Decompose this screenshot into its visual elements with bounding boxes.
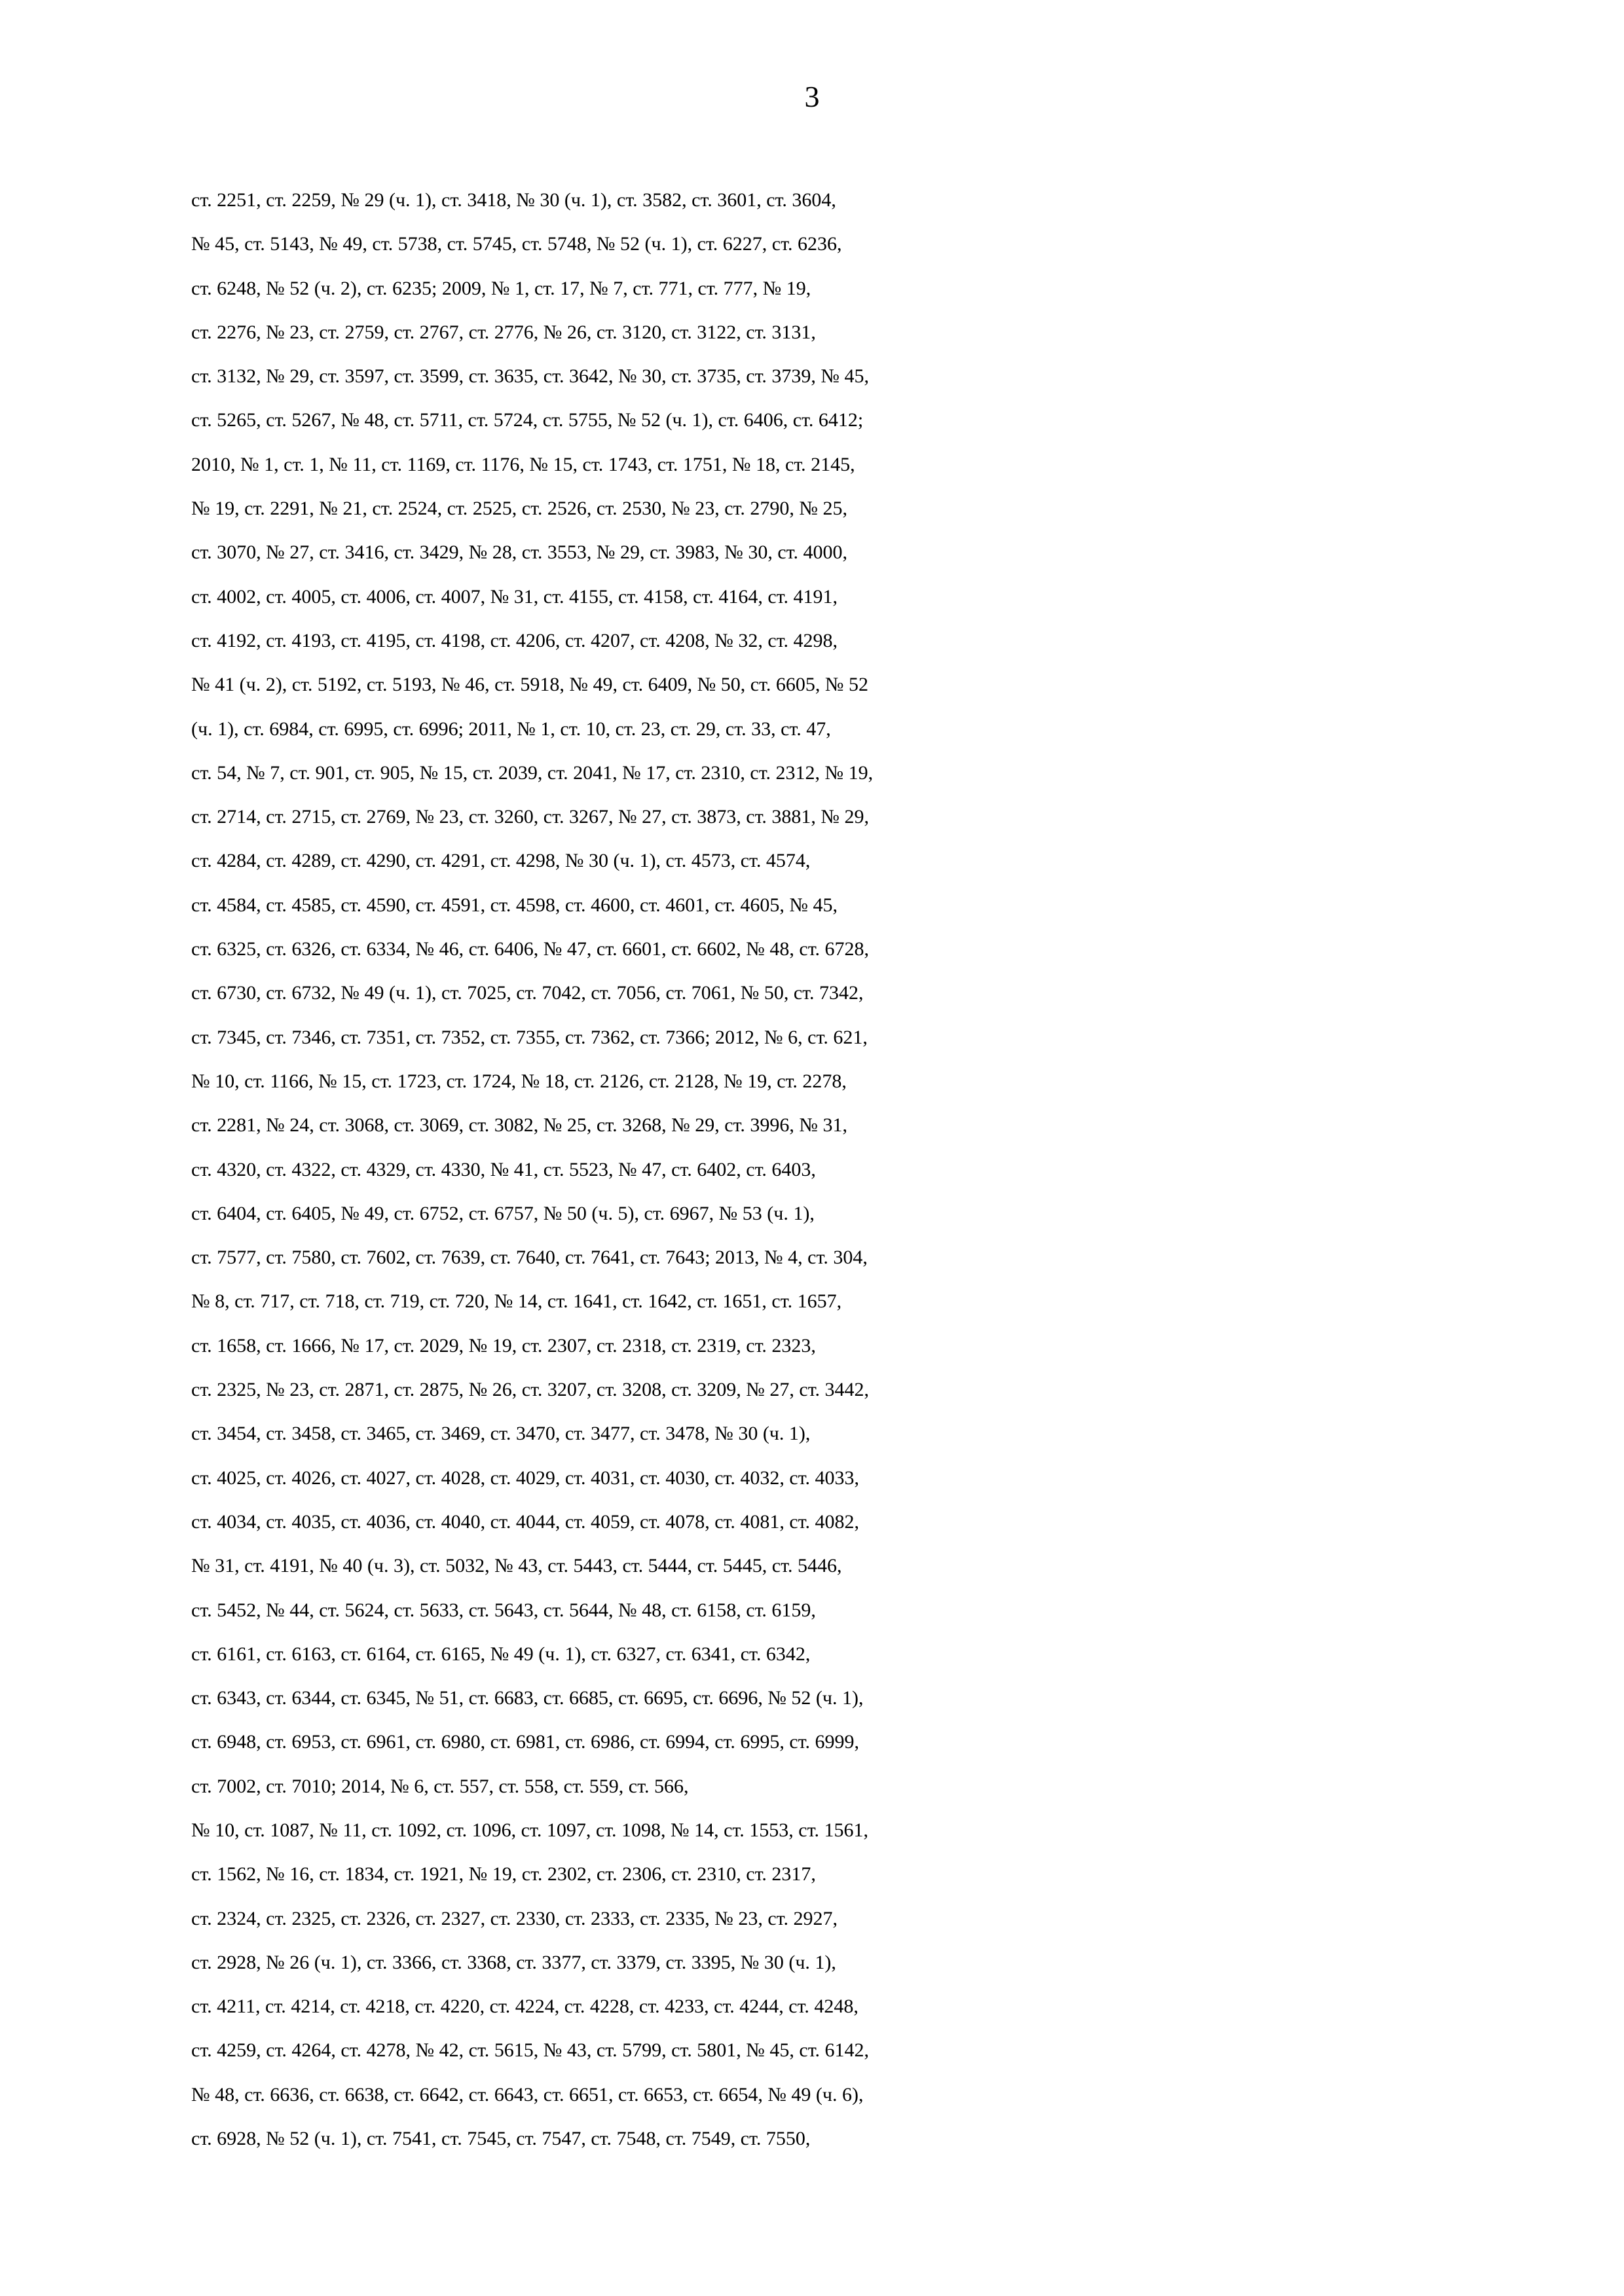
text-line: ст. 3070, № 27, ст. 3416, ст. 3429, № 28, ст. 3553, № 29, ст. 3983, № 30, ст. 4000,: [191, 541, 848, 564]
text-line: ст. 3132, № 29, ст. 3597, ст. 3599, ст. 3635, ст. 3642, № 30, ст. 3735, ст. 3739, № 45,: [191, 365, 870, 388]
text-line: ст. 4002, ст. 4005, ст. 4006, ст. 4007, № 31, ст. 4155, ст. 4158, ст. 4164, ст. 4191,: [191, 585, 838, 608]
text-line: ст. 6325, ст. 6326, ст. 6334, № 46, ст. 6406, № 47, ст. 6601, ст. 6602, № 48, ст. 6728,: [191, 938, 870, 960]
text-line: № 10, ст. 1166, № 15, ст. 1723, ст. 1724, № 18, ст. 2126, ст. 2128, № 19, ст. 2278,: [191, 1070, 847, 1092]
text-line: ст. 4584, ст. 4585, ст. 4590, ст. 4591, ст. 4598, ст. 4600, ст. 4601, ст. 4605, № 45,: [191, 894, 838, 916]
text-line: ст. 7002, ст. 7010; 2014, № 6, ст. 557, ст. 558, ст. 559, ст. 566,: [191, 1775, 689, 1797]
text-line: ст. 5452, № 44, ст. 5624, ст. 5633, ст. 5643, ст. 5644, № 48, ст. 6158, ст. 6159,: [191, 1599, 816, 1621]
text-line: 2010, № 1, ст. 1, № 11, ст. 1169, ст. 1176, № 15, ст. 1743, ст. 1751, № 18, ст. 2145,: [191, 453, 855, 475]
text-line: ст. 4284, ст. 4289, ст. 4290, ст. 4291, ст. 4298, № 30 (ч. 1), ст. 4573, ст. 4574,: [191, 850, 811, 872]
text-line: ст. 4320, ст. 4322, ст. 4329, ст. 4330, № 41, ст. 5523, № 47, ст. 6402, ст. 6403,: [191, 1158, 816, 1180]
text-line: № 48, ст. 6636, ст. 6638, ст. 6642, ст. 6643, ст. 6651, ст. 6653, ст. 6654, № 49 (ч. 6),: [191, 2083, 864, 2105]
text-line: ст. 6343, ст. 6344, ст. 6345, № 51, ст. 6683, ст. 6685, ст. 6695, ст. 6696, № 52 (ч. 1),: [191, 1687, 864, 1709]
text-line: № 19, ст. 2291, № 21, ст. 2524, ст. 2525, ст. 2526, ст. 2530, № 23, ст. 2790, № 25,: [191, 498, 848, 520]
text-line: № 8, ст. 717, ст. 718, ст. 719, ст. 720, № 14, ст. 1641, ст. 1642, ст. 1651, ст. 1657,: [191, 1290, 842, 1313]
text-line: ст. 1562, № 16, ст. 1834, ст. 1921, № 19, ст. 2302, ст. 2306, ст. 2310, ст. 2317,: [191, 1863, 816, 1886]
text-line: ст. 7577, ст. 7580, ст. 7602, ст. 7639, ст. 7640, ст. 7641, ст. 7643; 2013, № 4, ст. 304,: [191, 1247, 868, 1269]
text-line: ст. 2325, № 23, ст. 2871, ст. 2875, № 26, ст. 3207, ст. 3208, ст. 3209, № 27, ст. 3442,: [191, 1379, 870, 1401]
text-line: ст. 4211, ст. 4214, ст. 4218, ст. 4220, ст. 4224, ст. 4228, ст. 4233, ст. 4244, ст. 4248,: [191, 1995, 858, 2018]
body-text: [191, 178, 1538, 2160]
text-line: ст. 2276, № 23, ст. 2759, ст. 2767, ст. 2776, № 26, ст. 3120, ст. 3122, ст. 3131,: [191, 321, 816, 343]
text-line: № 10, ст. 1087, № 11, ст. 1092, ст. 1096, ст. 1097, ст. 1098, № 14, ст. 1553, ст. 1561,: [191, 1819, 868, 1841]
text-line: № 41 (ч. 2), ст. 5192, ст. 5193, № 46, ст. 5918, № 49, ст. 6409, № 50, ст. 6605, № 52: [191, 674, 869, 696]
text-line: ст. 5265, ст. 5267, № 48, ст. 5711, ст. 5724, ст. 5755, № 52 (ч. 1), ст. 6406, ст. 6412;: [191, 409, 864, 431]
page-number: 3: [804, 80, 820, 113]
text-line: ст. 2251, ст. 2259, № 29 (ч. 1), ст. 3418, № 30 (ч. 1), ст. 3582, ст. 3601, ст. 3604,: [191, 189, 836, 211]
text-line: ст. 6161, ст. 6163, ст. 6164, ст. 6165, № 49 (ч. 1), ст. 6327, ст. 6341, ст. 6342,: [191, 1643, 811, 1665]
text-line: ст. 2714, ст. 2715, ст. 2769, № 23, ст. 3260, ст. 3267, № 27, ст. 3873, ст. 3881, № 29,: [191, 806, 870, 828]
text-line: ст. 2928, № 26 (ч. 1), ст. 3366, ст. 3368, ст. 3377, ст. 3379, ст. 3395, № 30 (ч. 1),: [191, 1951, 836, 1973]
text-line: (ч. 1), ст. 6984, ст. 6995, ст. 6996; 2011, № 1, ст. 10, ст. 23, ст. 29, ст. 33, ст. 47,: [191, 718, 831, 740]
text-line: ст. 4025, ст. 4026, ст. 4027, ст. 4028, ст. 4029, ст. 4031, ст. 4030, ст. 4032, ст. 4033,: [191, 1467, 860, 1489]
text-line: ст. 4259, ст. 4264, ст. 4278, № 42, ст. 5615, № 43, ст. 5799, ст. 5801, № 45, ст. 6142,: [191, 2039, 870, 2062]
text-line: ст. 4192, ст. 4193, ст. 4195, ст. 4198, ст. 4206, ст. 4207, ст. 4208, № 32, ст. 4298,: [191, 629, 838, 651]
text-line: ст. 6928, № 52 (ч. 1), ст. 7541, ст. 7545, ст. 7547, ст. 7548, ст. 7549, ст. 7550,: [191, 2128, 811, 2150]
text-line: ст. 6948, ст. 6953, ст. 6961, ст. 6980, ст. 6981, ст. 6986, ст. 6994, ст. 6995, ст. 6999,: [191, 1731, 860, 1753]
text-line: ст. 2324, ст. 2325, ст. 2326, ст. 2327, ст. 2330, ст. 2333, ст. 2335, № 23, ст. 2927,: [191, 1907, 838, 1929]
text-line: ст. 3454, ст. 3458, ст. 3465, ст. 3469, ст. 3470, ст. 3477, ст. 3478, № 30 (ч. 1),: [191, 1423, 811, 1445]
text-line: № 45, ст. 5143, № 49, ст. 5738, ст. 5745, ст. 5748, № 52 (ч. 1), ст. 6227, ст. 6236,: [191, 233, 842, 255]
text-line: № 31, ст. 4191, № 40 (ч. 3), ст. 5032, № 43, ст. 5443, ст. 5444, ст. 5445, ст. 5446,: [191, 1555, 842, 1577]
text-line: ст. 54, № 7, ст. 901, ст. 905, № 15, ст. 2039, ст. 2041, № 17, ст. 2310, ст. 2312, № 19,: [191, 761, 874, 784]
text-line: ст. 7345, ст. 7346, ст. 7351, ст. 7352, ст. 7355, ст. 7362, ст. 7366; 2012, № 6, ст. 621,: [191, 1026, 868, 1048]
text-line: ст. 4034, ст. 4035, ст. 4036, ст. 4040, ст. 4044, ст. 4059, ст. 4078, ст. 4081, ст. 4082,: [191, 1510, 860, 1533]
text-line: ст. 1658, ст. 1666, № 17, ст. 2029, № 19, ст. 2307, ст. 2318, ст. 2319, ст. 2323,: [191, 1334, 816, 1357]
text-line: ст. 6730, ст. 6732, № 49 (ч. 1), ст. 7025, ст. 7042, ст. 7056, ст. 7061, № 50, ст. 7342,: [191, 982, 864, 1004]
text-line: ст. 2281, № 24, ст. 3068, ст. 3069, ст. 3082, № 25, ст. 3268, № 29, ст. 3996, № 31,: [191, 1114, 848, 1137]
text-line: ст. 6404, ст. 6405, № 49, ст. 6752, ст. 6757, № 50 (ч. 5), ст. 6967, № 53 (ч. 1),: [191, 1202, 815, 1224]
text-line: ст. 6248, № 52 (ч. 2), ст. 6235; 2009, № 1, ст. 17, № 7, ст. 771, ст. 777, № 19,: [191, 277, 811, 299]
